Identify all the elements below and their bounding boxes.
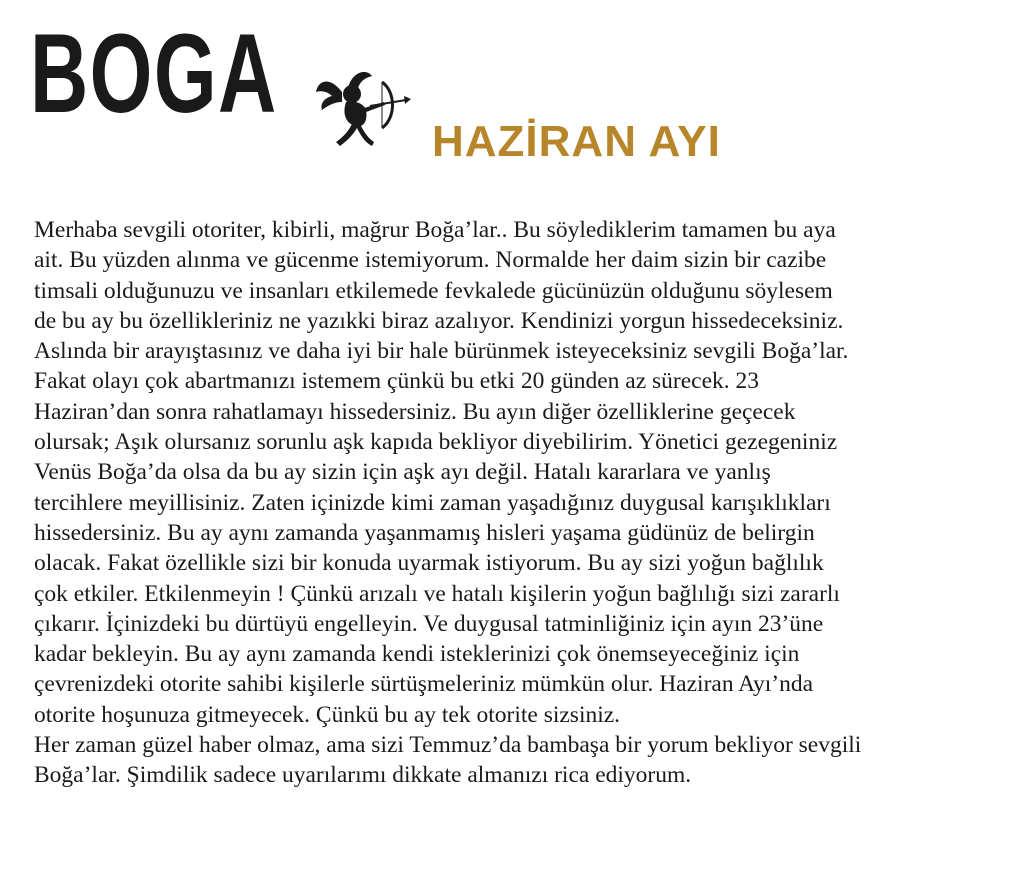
- article-body: [34, 215, 1014, 791]
- text-line: Fakat olayı çok abartmanızı istemem çünkü bu etki 20 günden az sürecek. 23: [34, 368, 760, 395]
- text-line: timsali olduğunuzu ve insanları etkilemede fevkalede gücünüzün olduğunu söylesem: [34, 277, 833, 304]
- text-line: de bu ay bu özellikleriniz ne yazıkki biraz azalıyor. Kendinizi yorgun hissedeceksiniz.: [34, 307, 844, 334]
- text-line: Haziran’dan sonra rahatlamayı hissedersiniz. Bu ayın diğer özelliklerine geçecek: [34, 398, 796, 425]
- text-line: Merhaba sevgili otoriter, kibirli, mağrur Boğa’lar.. Bu söylediklerim tamamen bu aya: [34, 217, 836, 243]
- text-line: çevrenizdeki otorite sahibi kişilerle sürtüşmeleriniz mümkün olur. Haziran Ayı’nda: [34, 671, 813, 698]
- text-line: Boğa’lar. Şimdilik sadece uyarılarımı dikkate almanızı rica ediyorum.: [34, 762, 692, 789]
- text-line: kadar bekleyin. Bu ay aynı zamanda kendi isteklerinizi çok önemseyeceğiniz için: [34, 641, 800, 668]
- text-line: otorite hoşunuza gitmeyecek. Çünkü bu ay tek otorite sizsiniz.: [34, 701, 621, 728]
- cupid-icon: [312, 62, 412, 152]
- text-line: hissedersiniz. Bu ay aynı zamanda yaşanmamış hisleri yaşama güdünüz de belirgin: [34, 519, 815, 546]
- text-line: olursak; Aşık olursanız sorunlu aşk kapıda bekliyor diyebilirim. Yönetici gezegeniniz: [34, 429, 838, 456]
- text-line: Venüs Boğa’da olsa da bu ay sizin için aşk ayı değil. Hatalı kararlara ve yanlış: [34, 459, 771, 486]
- text-line: ait. Bu yüzden alınma ve gücenme istemiyorum. Normalde her daim sizin bir cazibe: [34, 247, 827, 274]
- text-line: olacak. Fakat özellikle sizi bir konuda uyarmak istiyorum. Bu ay sizi yoğun bağlılık: [34, 550, 824, 577]
- text-line: tercihlere meyillisiniz. Zaten içinizde kimi zaman yaşadığınız duygusal karışıklıkları: [34, 489, 831, 516]
- page-title: BOGA: [30, 11, 278, 136]
- text-line: Her zaman güzel haber olmaz, ama sizi Temmuz’da bambaşa bir yorum bekliyor sevgili: [34, 732, 862, 759]
- text-line: çıkarır. İçinizdeki bu dürtüyü engelleyin. Ve duygusal tatminliğiniz için ayın 23’üne: [34, 610, 824, 637]
- page-subtitle: HAZİRAN AYI: [432, 117, 721, 166]
- text-line: Aslında bir arayıştasınız ve daha iyi bir hale bürünmek isteyeceksiniz sevgili Boğa’lar.: [34, 338, 849, 365]
- text-line: çok etkiler. Etkilenmeyin ! Çünkü arızalı ve hatalı kişilerin yoğun bağlılığı sizi zararlı: [34, 580, 840, 607]
